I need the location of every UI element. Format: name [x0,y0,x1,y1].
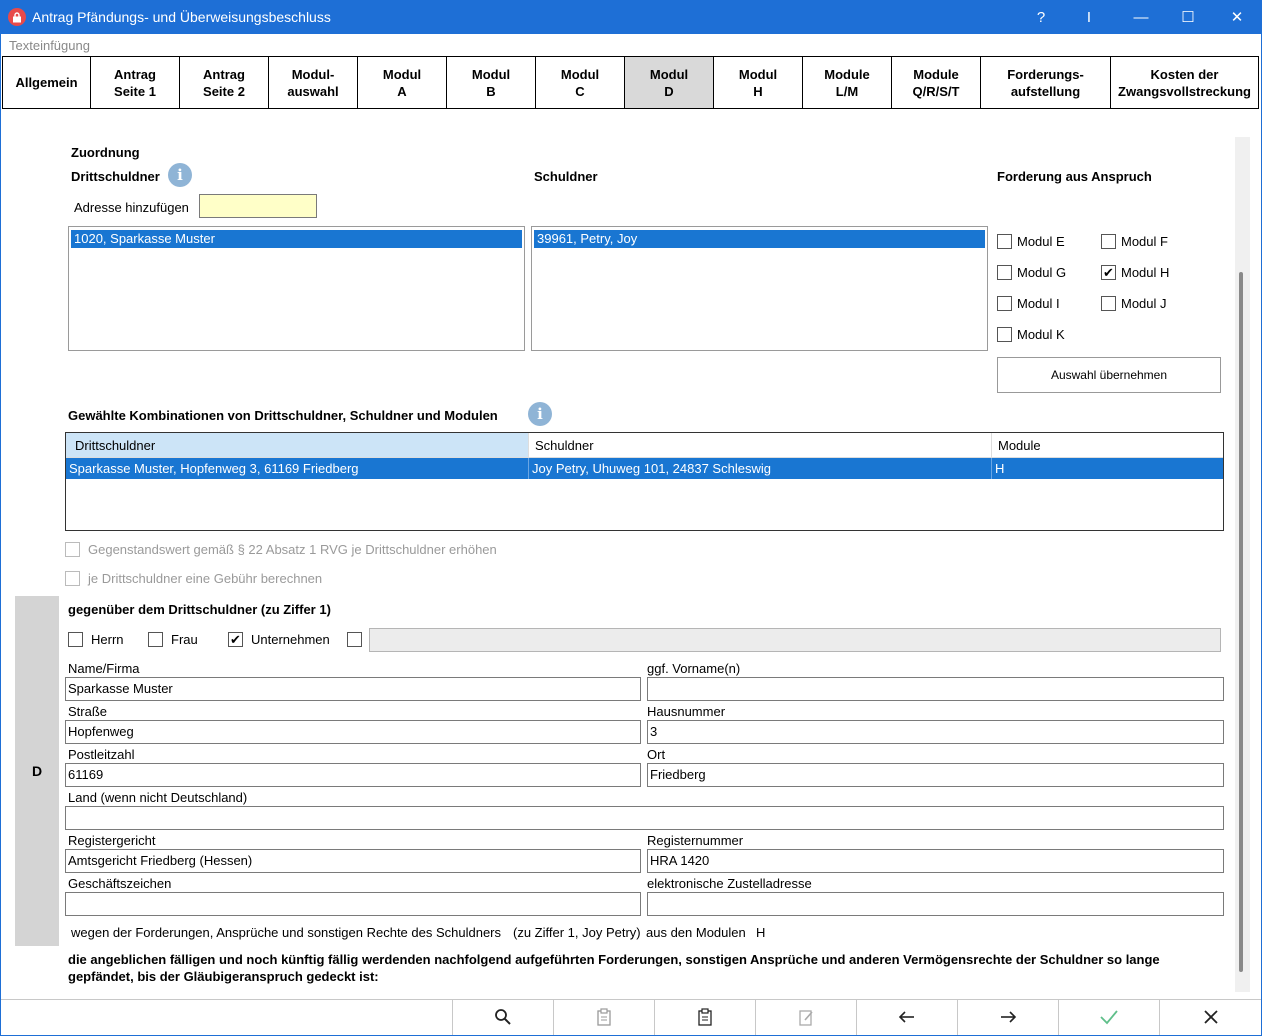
modul-i-checkbox[interactable] [997,296,1012,311]
zip-label: Postleitzahl [68,747,135,762]
e-address-label: elektronische Zustelladresse [647,876,812,891]
search-icon[interactable] [452,999,553,1035]
modul-e-checkbox[interactable] [997,234,1012,249]
frau-label: Frau [171,632,198,647]
list-item[interactable]: 39961, Petry, Joy [534,230,985,248]
list-item[interactable]: 1020, Sparkasse Muster [71,230,522,248]
debtor-label: Schuldner [534,169,598,184]
modul-j-checkbox[interactable] [1101,296,1116,311]
info-icon[interactable]: i [528,402,552,426]
check-icon: ✔ [230,631,241,647]
city-input[interactable]: Friedberg [647,763,1224,787]
street-label: Straße [68,704,108,719]
third-party-listbox[interactable] [68,226,525,351]
check-icon: ✔ [1103,264,1114,280]
third-party-label: Drittschuldner [71,169,160,184]
rvg-increase-checkbox[interactable] [65,542,80,557]
tab-modul-c[interactable]: Modul C [536,56,625,109]
table-cell: H [995,461,1005,476]
clipboard-icon[interactable] [553,999,654,1035]
name-label: Name/Firma [68,661,140,676]
window-frame [0,34,1262,1036]
modul-k-checkbox[interactable] [997,327,1012,342]
debtor-listbox[interactable] [531,226,988,351]
modul-g-checkbox[interactable] [997,265,1012,280]
rvg-increase-option[interactable] [65,542,497,557]
tab-forderungsaufstellung[interactable]: Forderungs- aufstellung [981,56,1111,109]
modul-h-checkbox[interactable] [1101,265,1116,280]
unternehmen-label: Unternehmen [251,632,330,647]
modul-e-option[interactable] [997,234,1065,249]
section-heading: gegenüber dem Drittschuldner (zu Ziffer 1) [68,602,331,617]
other-salutation-input[interactable] [369,628,1221,652]
add-address-label: Adresse hinzufügen [74,200,189,215]
check-icon[interactable] [1058,999,1159,1035]
arrow-left-icon[interactable] [856,999,957,1035]
modul-h-label: Modul H [1121,265,1170,280]
modul-e-label: Modul E [1017,234,1065,249]
salutation-unternehmen[interactable] [228,632,330,647]
claims-text-2: (zu Ziffer 1, Joy Petry) [513,925,641,940]
city-label: Ort [647,747,666,762]
add-address-input[interactable] [199,194,317,218]
modul-j-option[interactable] [1101,296,1167,311]
reference-label: Geschäftszeichen [68,876,172,891]
tab-bar [2,56,1259,109]
modul-g-option[interactable] [997,265,1066,280]
tab-modulauswahl[interactable]: Modul- auswahl [269,56,358,109]
tab-antrag-seite-1[interactable]: Antrag Seite 1 [91,56,180,109]
modul-h-option[interactable] [1101,265,1169,280]
e-address-input[interactable] [647,892,1224,916]
name-input[interactable]: Sparkasse Muster [65,677,641,701]
zip-input[interactable]: 61169 [65,763,641,787]
close-icon[interactable] [1159,999,1261,1035]
other-salutation-checkbox[interactable] [347,632,362,647]
menu-texteinfuegung[interactable]: Texteinfügung [9,38,90,53]
claim-label: Forderung aus Anspruch [997,169,1152,184]
tab-antrag-seite-2[interactable]: Antrag Seite 2 [180,56,269,109]
reference-input[interactable] [65,892,641,916]
claims-text-3: aus den Modulen [646,925,746,940]
modul-i-label: Modul I [1017,296,1060,311]
scrollbar-thumb[interactable] [1239,272,1243,972]
court-input[interactable]: Amtsgericht Friedberg (Hessen) [65,849,641,873]
table-row[interactable] [66,458,1223,479]
herrn-label: Herrn [91,632,124,647]
apply-selection-button[interactable]: Auswahl übernehmen [997,357,1221,393]
frau-checkbox[interactable] [148,632,163,647]
country-input[interactable] [65,806,1224,830]
firstname-input[interactable] [647,677,1224,701]
document-icon[interactable] [654,999,755,1035]
country-label: Land (wenn nicht Deutschland) [68,790,248,805]
cursor-button[interactable]: I [1086,8,1092,26]
section-letter: D [15,596,59,946]
claims-text-1: wegen der Forderungen, Ansprüche und sonstigen Rechte des Schuldners [71,925,502,940]
title-bar [0,0,1262,34]
info-icon[interactable]: i [168,163,192,187]
modul-j-label: Modul J [1121,296,1167,311]
minimize-button[interactable]: — [1133,8,1149,26]
combinations-table[interactable] [65,432,1224,531]
street-input[interactable]: Hopfenweg [65,720,641,744]
housenr-input[interactable]: 3 [647,720,1224,744]
modul-f-option[interactable] [1101,234,1168,249]
fee-per-party-checkbox[interactable] [65,571,80,586]
salutation-herrn[interactable] [68,632,124,647]
combinations-heading: Gewählte Kombinationen von Drittschuldner, Schuldner und Modulen [68,408,498,423]
close-window-button[interactable]: ✕ [1230,9,1244,26]
modul-f-checkbox[interactable] [1101,234,1116,249]
assignment-heading: Zuordnung [71,145,140,160]
maximize-button[interactable]: ☐ [1181,9,1195,26]
edit-icon[interactable] [755,999,856,1035]
tab-modul-d[interactable]: Modul D [625,56,714,109]
column-header-drittschuldner[interactable]: Drittschuldner [66,433,529,457]
modul-k-option[interactable] [997,327,1065,342]
housenr-label: Hausnummer [647,704,726,719]
lock-icon [8,8,26,26]
regnr-label: Registernummer [647,833,744,848]
window-title: Antrag Pfändungs- und Überweisungsbeschluss [32,9,331,25]
salutation-frau[interactable] [148,632,198,647]
regnr-input[interactable]: HRA 1420 [647,849,1224,873]
tab-modul-a[interactable]: Modul A [358,56,447,109]
arrow-right-icon[interactable] [957,999,1058,1035]
tab-allgemein[interactable]: Allgemein [2,56,91,109]
tab-module-lm[interactable]: Module L/M [803,56,892,109]
rvg-increase-label: Gegenstandswert gemäß § 22 Absatz 1 RVG je Drittschuldner erhöhen [88,542,497,557]
unternehmen-checkbox[interactable] [228,632,243,647]
modul-g-label: Modul G [1017,265,1067,280]
modul-i-option[interactable] [997,296,1060,311]
modul-f-label: Modul F [1121,234,1168,249]
help-button[interactable]: ? [1036,8,1046,26]
table-cell: Joy Petry, Uhuweg 101, 24837 Schleswig [529,458,992,479]
firstname-label: ggf. Vorname(n) [647,661,741,676]
court-label: Registergericht [68,833,156,848]
tab-module-qrst[interactable]: Module Q/R/S/T [892,56,981,109]
claims-text-4: H [756,925,766,940]
column-header-module[interactable]: Module [998,438,1041,453]
seizure-text: die angeblichen fälligen und noch künftig fällig werdenden nachfolgend aufgeführten Forderungen, sonstigen Ansprüche und anderen Vermögensrechte der Schuldner so lange gepfändet, bis der Gläubigeranspruch gedeckt ist: [68,952,1160,984]
column-header-schuldner[interactable]: Schuldner [529,433,992,457]
table-header [66,433,1223,458]
tab-kosten[interactable]: Kosten der Zwangsvollstreckung [1111,56,1259,109]
herrn-checkbox[interactable] [68,632,83,647]
fee-per-party-option[interactable] [65,571,322,586]
fee-per-party-label: je Drittschuldner eine Gebühr berechnen [88,571,323,586]
tab-modul-h[interactable]: Modul H [714,56,803,109]
modul-k-label: Modul K [1017,327,1065,342]
table-cell: Sparkasse Muster, Hopfenweg 3, 61169 Friedberg [66,458,529,479]
tab-modul-b[interactable]: Modul B [447,56,536,109]
